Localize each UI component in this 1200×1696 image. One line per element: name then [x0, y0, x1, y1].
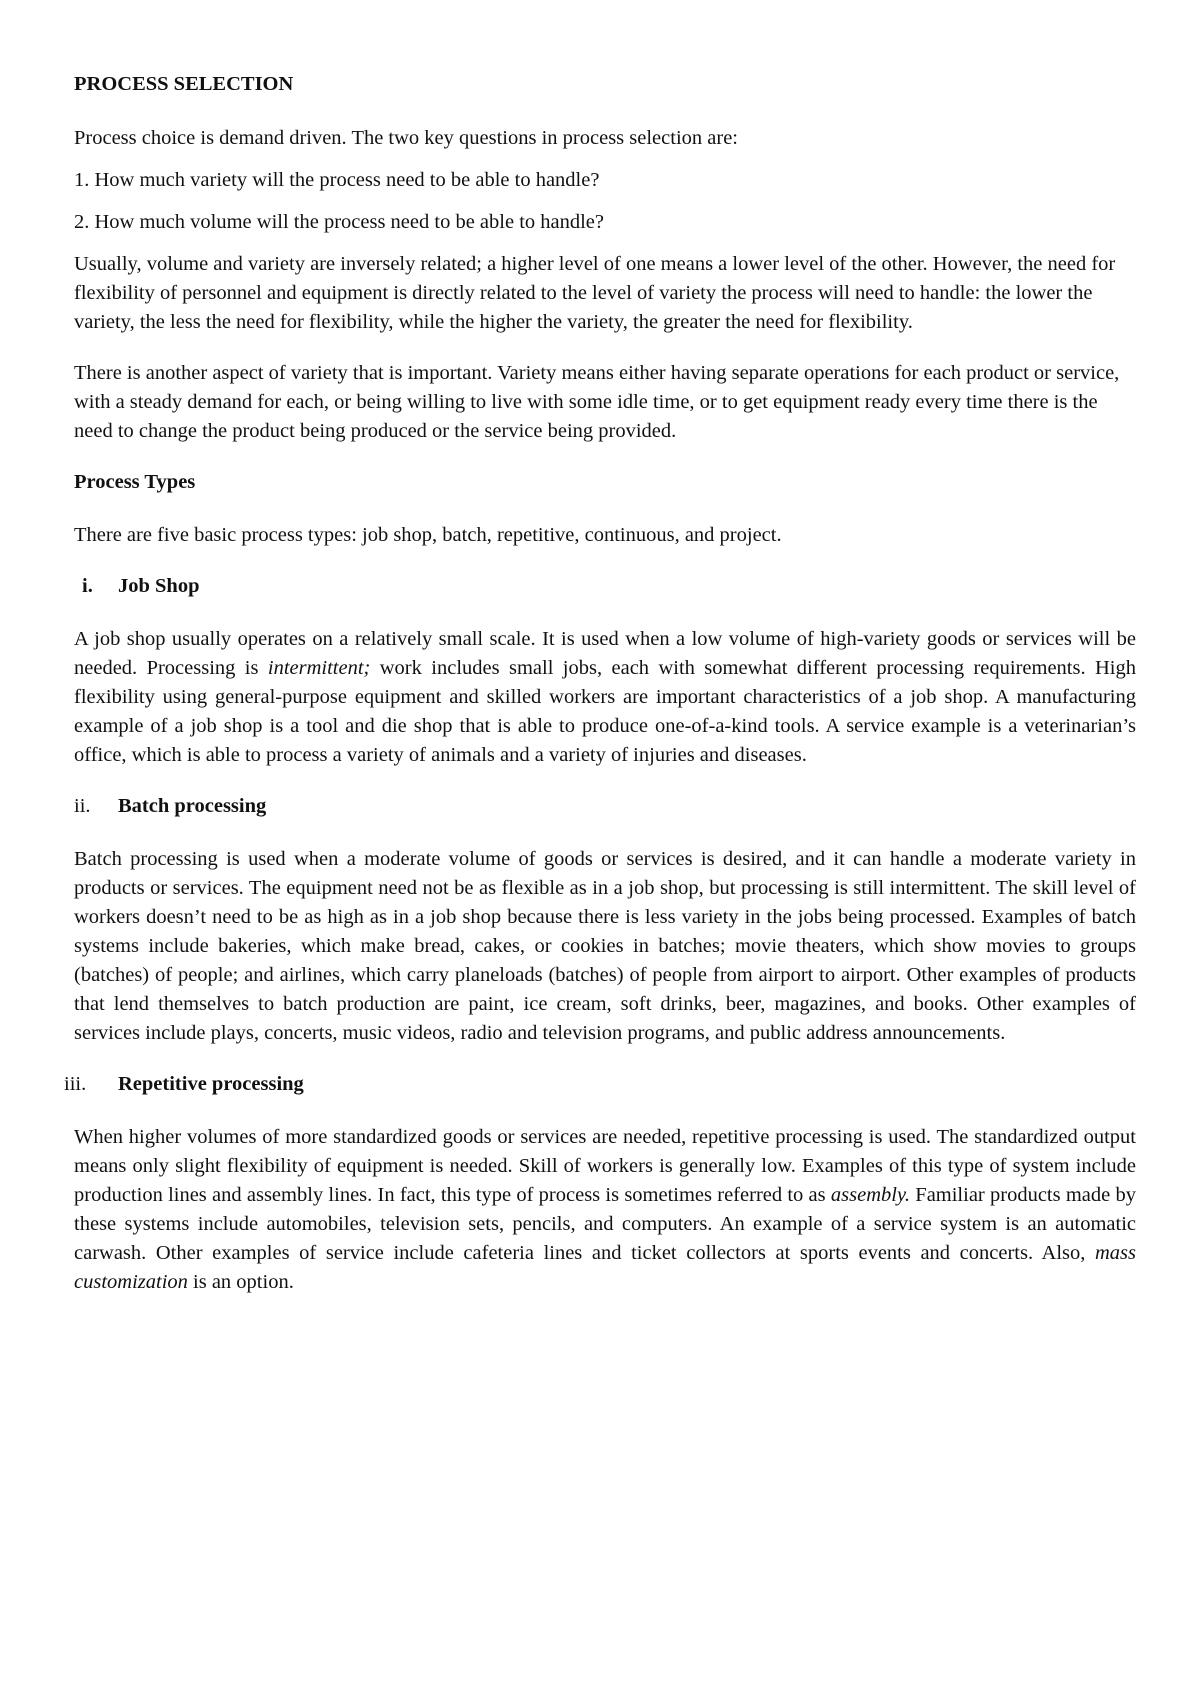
job-shop-text-b: work includes small jobs, each with somewhat different processing requirements. High flexibility using general-purpose equipment and skilled workers are important characteristics of a job shop. A manufacturing example of a job shop is a tool and die shop that is able to produce one-of-a-kind tools. A service example is a veterinarian’s office, which is able to process a variety of animals and a variety of injuries and diseases. [74, 657, 1137, 766]
job-shop-emphasis: intermittent; [267, 657, 371, 679]
variety-aspect-paragraph: There is another aspect of variety that is important. Variety means either having separate operations for each product or service, with a steady demand for each, or being willing to live with some idle time, or to get equipment ready every time there is the need to change the product being produced or the service being provided. [74, 362, 1120, 442]
question-2: 2. How much volume will the process need to be able to handle? [74, 211, 605, 233]
job-shop-title: Job Shop [118, 575, 200, 597]
batch-paragraph: Batch processing is used when a moderate volume of goods or services is desired, and it can handle a moderate variety in products or services. The equipment need not be as flexible as in a job shop, but processing is still intermittent. The skill level of workers doesn’t need to be as high as in a job shop because there is less variety in the jobs being processed. Examples of batch systems include bakeries, which make bread, cakes, or cookies in batches; movie theaters, which show movies to groups (batches) of people; and airlines, which carry planeloads (batches) of people from airport to airport. Other examples of products that lend themselves to batch production are paint, ice cream, soft drinks, beer, magazines, and books. Other examples of services include plays, concerts, music videos, radio and television programs, and public address announcements. [74, 848, 1136, 1044]
job-shop-paragraph [74, 625, 1136, 770]
inverse-relation-paragraph: Usually, volume and variety are inversely related; a higher level of one means a lower level of the other. However, the need for flexibility of personnel and equipment is directly related to the level of variety the process will need to handle: the lower the variety, the less the need for flexibility, while the higher the variety, the greater the need for flexibility. [74, 253, 1116, 333]
process-types-intro: There are five basic process types: job shop, batch, repetitive, continuous, and project. [74, 524, 782, 546]
document-page [64, 70, 1137, 1319]
process-types-heading: Process Types [74, 471, 196, 493]
repetitive-text-c: is an option. [187, 1271, 294, 1293]
repetitive-title: Repetitive processing [118, 1073, 304, 1095]
repetitive-number: iii. [64, 1073, 87, 1095]
batch-number: ii. [74, 795, 91, 817]
repetitive-text-a: When higher volumes of more standardized goods or services are needed, repetitive processing is used. The standardized output means only slight flexibility of equipment is needed. Skill of workers is generally low. Examples of this type of system include production lines and assembly lines. In fact, this type of process is sometimes referred to as [74, 1126, 1136, 1206]
batch-title: Batch processing [118, 795, 267, 817]
intro-paragraph: Process choice is demand driven. The two key questions in process selection are: [74, 127, 738, 149]
batch-heading [74, 792, 1136, 821]
repetitive-text-b: Familiar products made by these systems include automobiles, television sets, pencils, and computers. An example of a service system is an automatic carwash. Other examples of service include cafeteria lines and ticket collectors at sports events and concerts. Also, [74, 1184, 1136, 1264]
job-shop-text-a: A job shop usually operates on a relatively small scale. It is used when a low volume of high-variety goods or services will be needed. Processing is [74, 628, 1136, 679]
repetitive-emphasis-mass-customization: mass customization [74, 1242, 1136, 1293]
repetitive-emphasis-assembly: assembly. [830, 1184, 911, 1206]
question-1: 1. How much variety will the process need to be able to handle? [74, 169, 600, 191]
repetitive-paragraph [74, 1123, 1136, 1297]
job-shop-number: i. [82, 575, 93, 597]
repetitive-heading [64, 1070, 1136, 1099]
job-shop-heading [74, 572, 1136, 601]
page-title: PROCESS SELECTION [74, 73, 294, 95]
